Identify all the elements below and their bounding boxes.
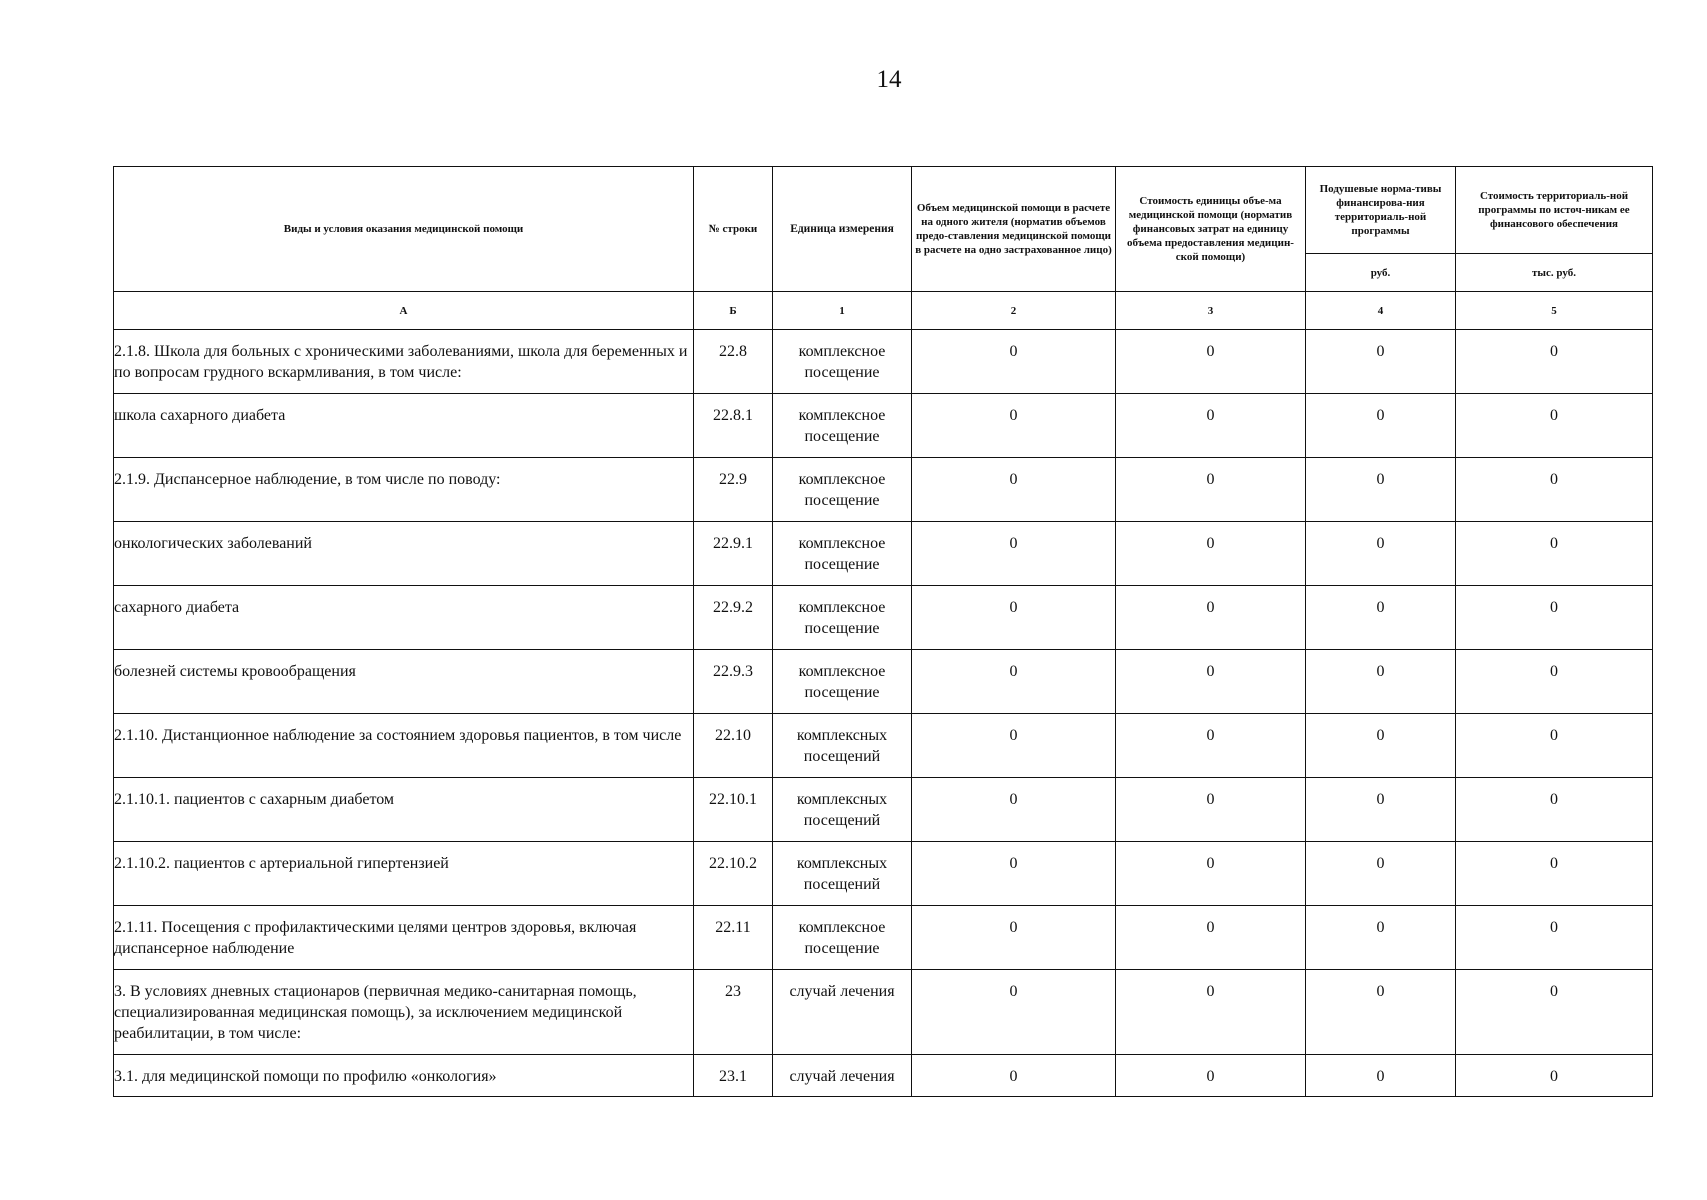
row-value-5: 0 (1456, 714, 1653, 778)
row-unit: комплексных посещений (773, 842, 912, 906)
header-col-a: Виды и условия оказания медицинской помощи (114, 167, 694, 292)
row-unit: случай лечения (773, 1055, 912, 1097)
row-number: 22.9.2 (694, 586, 773, 650)
row-value-2: 0 (912, 778, 1116, 842)
header-col-4-unit: руб. (1306, 254, 1456, 292)
row-unit: случай лечения (773, 970, 912, 1055)
row-name: болезней системы кровообращения (114, 650, 694, 714)
row-unit: комплексных посещений (773, 714, 912, 778)
row-number: 22.9 (694, 458, 773, 522)
row-value-5: 0 (1456, 394, 1653, 458)
row-number: 22.10.1 (694, 778, 773, 842)
table-row (114, 586, 1653, 650)
table-row (114, 842, 1653, 906)
table-row (114, 458, 1653, 522)
header-col-b: № строки (694, 167, 773, 292)
row-value-4: 0 (1306, 842, 1456, 906)
row-name: 3. В условиях дневных стационаров (первичная медико-санитарная помощь, специализированная медицинская помощь), за исключением медицинской реабилитации, в том числе: (114, 970, 694, 1055)
row-value-2: 0 (912, 394, 1116, 458)
table-row (114, 522, 1653, 586)
row-value-4: 0 (1306, 906, 1456, 970)
table-row (114, 714, 1653, 778)
row-value-3: 0 (1116, 778, 1306, 842)
row-unit: комплексное посещение (773, 906, 912, 970)
row-value-3: 0 (1116, 1055, 1306, 1097)
row-value-2: 0 (912, 458, 1116, 522)
row-value-5: 0 (1456, 522, 1653, 586)
row-value-3: 0 (1116, 842, 1306, 906)
row-value-3: 0 (1116, 458, 1306, 522)
index-cell: 5 (1456, 292, 1653, 330)
row-value-3: 0 (1116, 522, 1306, 586)
table-row (114, 650, 1653, 714)
table-row (114, 970, 1653, 1055)
row-number: 22.10 (694, 714, 773, 778)
row-name: 2.1.8. Школа для больных с хроническими заболеваниями, школа для беременных и по вопросам грудного вскармливания, в том числе: (114, 330, 694, 394)
row-value-4: 0 (1306, 1055, 1456, 1097)
row-unit: комплексное посещение (773, 650, 912, 714)
row-name: 2.1.10.1. пациентов с сахарным диабетом (114, 778, 694, 842)
row-unit: комплексное посещение (773, 394, 912, 458)
row-name: 2.1.10. Дистанционное наблюдение за состоянием здоровья пациентов, в том числе (114, 714, 694, 778)
row-value-2: 0 (912, 586, 1116, 650)
row-value-3: 0 (1116, 714, 1306, 778)
row-name: школа сахарного диабета (114, 394, 694, 458)
table-row (114, 330, 1653, 394)
row-value-2: 0 (912, 650, 1116, 714)
index-cell: 1 (773, 292, 912, 330)
row-value-5: 0 (1456, 330, 1653, 394)
row-value-4: 0 (1306, 522, 1456, 586)
row-value-2: 0 (912, 906, 1116, 970)
row-number: 22.8 (694, 330, 773, 394)
row-unit: комплексное посещение (773, 586, 912, 650)
row-value-2: 0 (912, 842, 1116, 906)
header-col-5-unit: тыс. руб. (1456, 254, 1653, 292)
index-cell: 3 (1116, 292, 1306, 330)
row-value-3: 0 (1116, 586, 1306, 650)
row-value-2: 0 (912, 970, 1116, 1055)
row-value-4: 0 (1306, 970, 1456, 1055)
medical-care-table (113, 166, 1653, 1097)
row-name: 2.1.9. Диспансерное наблюдение, в том числе по поводу: (114, 458, 694, 522)
row-unit: комплексное посещение (773, 458, 912, 522)
row-value-5: 0 (1456, 586, 1653, 650)
row-name: сахарного диабета (114, 586, 694, 650)
row-value-3: 0 (1116, 394, 1306, 458)
index-cell: А (114, 292, 694, 330)
row-number: 22.9.1 (694, 522, 773, 586)
row-value-5: 0 (1456, 1055, 1653, 1097)
table-row (114, 394, 1653, 458)
row-value-5: 0 (1456, 842, 1653, 906)
row-unit: комплексных посещений (773, 778, 912, 842)
row-value-2: 0 (912, 714, 1116, 778)
row-value-2: 0 (912, 330, 1116, 394)
row-value-3: 0 (1116, 330, 1306, 394)
row-value-4: 0 (1306, 586, 1456, 650)
index-cell: 2 (912, 292, 1116, 330)
row-value-5: 0 (1456, 778, 1653, 842)
header-col-1: Единица измерения (773, 167, 912, 292)
row-number: 22.9.3 (694, 650, 773, 714)
row-value-4: 0 (1306, 778, 1456, 842)
index-cell: 4 (1306, 292, 1456, 330)
header-col-5: Стоимость территориаль-ной программы по источ-никам ее финансового обеспечения (1456, 167, 1653, 254)
row-number: 22.8.1 (694, 394, 773, 458)
row-name: 2.1.10.2. пациентов с артериальной гипертензией (114, 842, 694, 906)
header-col-4: Подушевые норма-тивы финансирова-ния территориаль-ной программы (1306, 167, 1456, 254)
page-number: 14 (876, 66, 902, 93)
row-value-2: 0 (912, 1055, 1116, 1097)
row-value-2: 0 (912, 522, 1116, 586)
row-value-5: 0 (1456, 458, 1653, 522)
row-value-4: 0 (1306, 458, 1456, 522)
table-row (114, 778, 1653, 842)
row-value-3: 0 (1116, 906, 1306, 970)
row-name: 2.1.11. Посещения с профилактическими целями центров здоровья, включая диспансерное наблюдение (114, 906, 694, 970)
index-cell: Б (694, 292, 773, 330)
row-value-5: 0 (1456, 650, 1653, 714)
row-unit: комплексное посещение (773, 330, 912, 394)
row-unit: комплексное посещение (773, 522, 912, 586)
row-value-4: 0 (1306, 650, 1456, 714)
header-col-3: Стоимость единицы объе-ма медицинской помощи (норматив финансовых затрат на единицу объема предоставления медицин-ской помощи) (1116, 167, 1306, 292)
row-value-4: 0 (1306, 394, 1456, 458)
row-number: 23 (694, 970, 773, 1055)
row-name: 3.1. для медицинской помощи по профилю «онкология» (114, 1055, 694, 1097)
header-col-2: Объем медицинской помощи в расчете на одного жителя (норматив объемов предо-ставления медицинской помощи в расчете на одно застрахованное лицо) (912, 167, 1116, 292)
row-value-3: 0 (1116, 650, 1306, 714)
table-row (114, 906, 1653, 970)
row-value-5: 0 (1456, 970, 1653, 1055)
table-row (114, 1055, 1653, 1097)
row-name: онкологических заболеваний (114, 522, 694, 586)
row-number: 22.11 (694, 906, 773, 970)
row-value-4: 0 (1306, 330, 1456, 394)
column-index-row (114, 292, 1653, 330)
row-value-5: 0 (1456, 906, 1653, 970)
row-number: 22.10.2 (694, 842, 773, 906)
row-value-4: 0 (1306, 714, 1456, 778)
row-number: 23.1 (694, 1055, 773, 1097)
row-value-3: 0 (1116, 970, 1306, 1055)
